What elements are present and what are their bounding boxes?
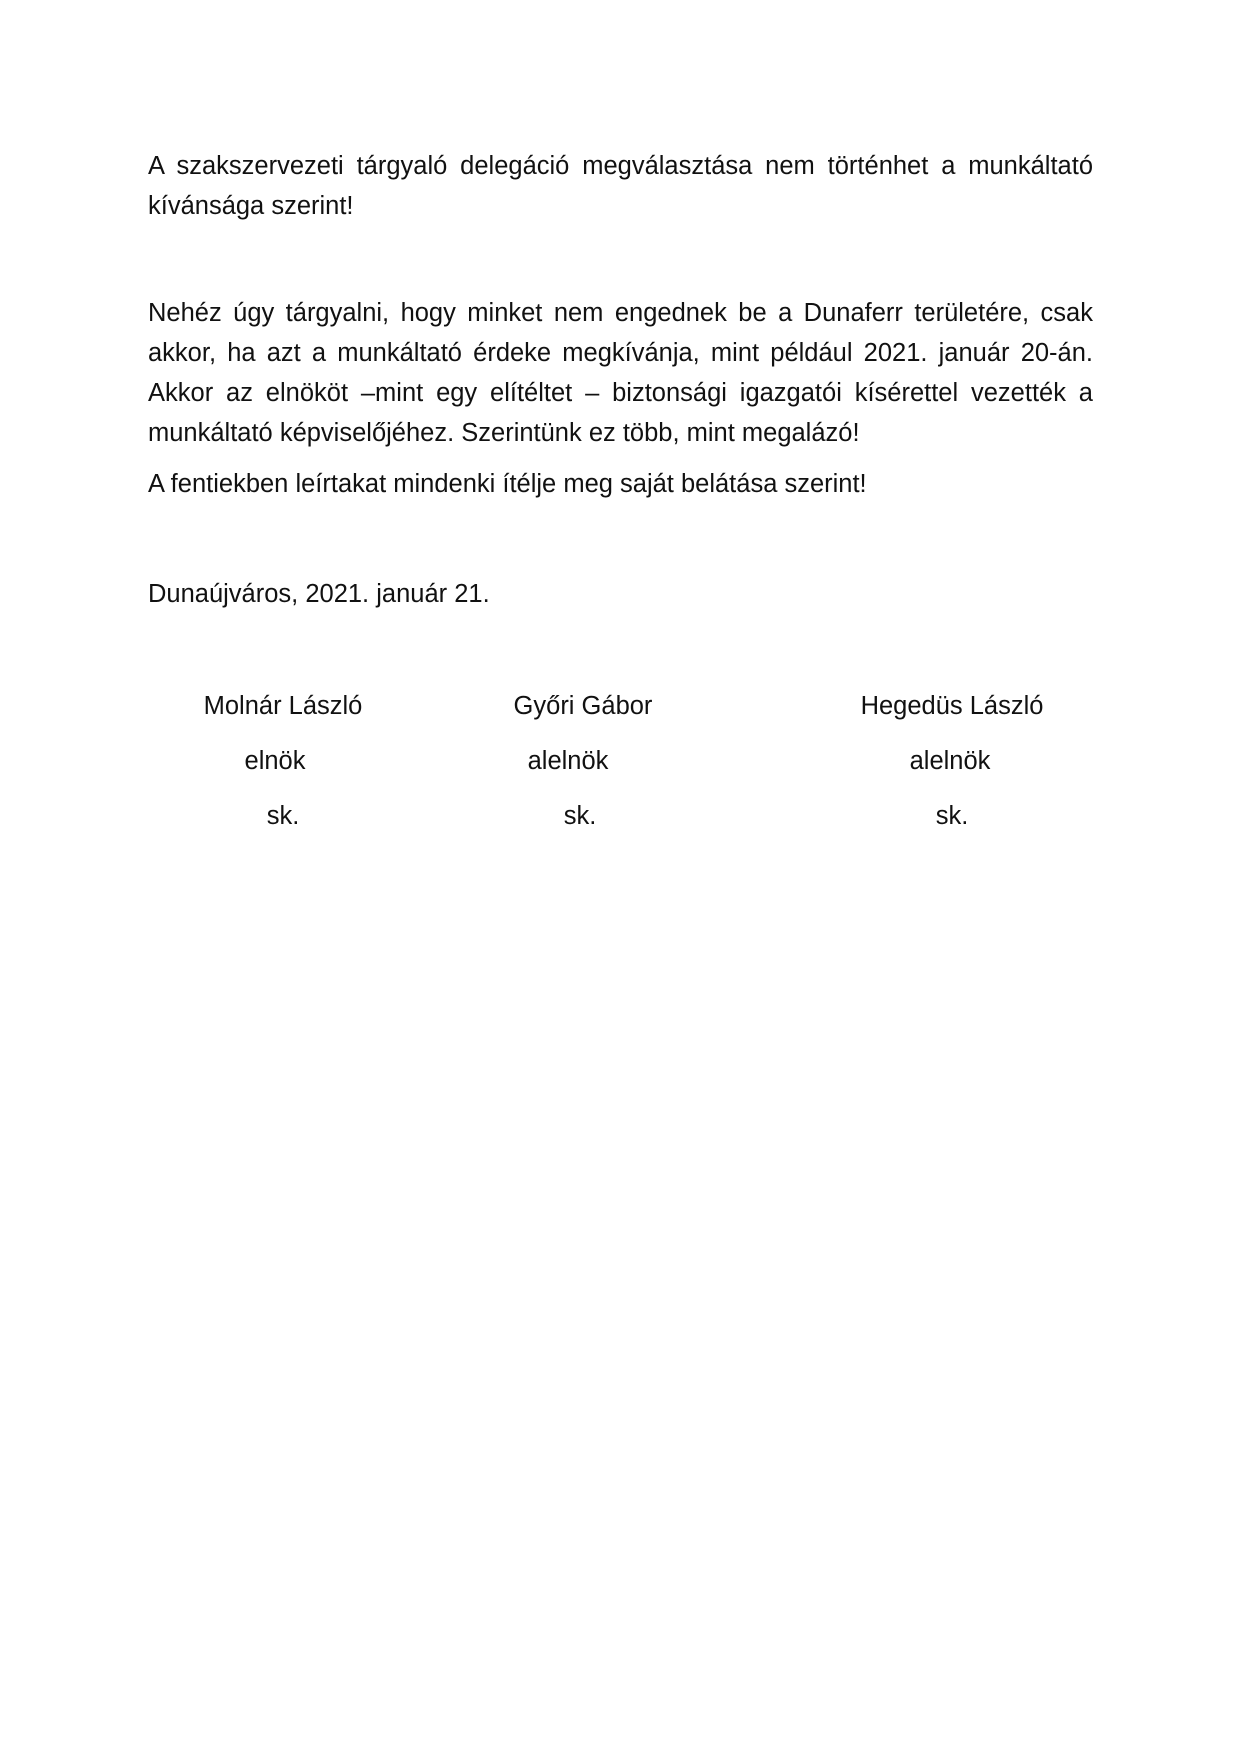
signatory-mark: sk.: [266, 802, 300, 830]
signatory-name: Molnár László: [203, 692, 363, 720]
signatory-block: [483, 686, 683, 851]
signatory-name: Hegedüs László: [860, 692, 1044, 720]
signatory-title: alelnök: [909, 747, 991, 775]
signatory-block: [183, 686, 383, 851]
signatory-mark: sk.: [935, 802, 969, 830]
signatory-title: elnök: [244, 747, 306, 775]
place-and-date: Dunaújváros, 2021. január 21.: [148, 580, 490, 608]
paragraph-delegation: A szakszervezeti tárgyaló delegáció megválasztása nem történhet a munkáltató kívánsága szerint!: [148, 152, 1093, 220]
paragraph-negotiation: Nehéz úgy tárgyalni, hogy minket nem engednek be a Dunaferr területére, csak akkor, ha azt a munkáltató érdeke megkívánja, mint például 2021. január 20-án. Akkor az elnököt –mint egy elítéltet – biztonsági igazgatói kísérettel vezették a munkáltató képviselőjéhez. Szerintünk ez több, mint megalázó!: [148, 299, 1093, 447]
signatory-mark: sk.: [563, 802, 597, 830]
signatory-block: [842, 686, 1062, 851]
signatory-name: Győri Gábor: [513, 692, 653, 720]
signatory-title: alelnök: [527, 747, 609, 775]
paragraph-judgement: A fentiekben leírtakat mindenki ítélje meg saját belátása szerint!: [148, 470, 867, 498]
